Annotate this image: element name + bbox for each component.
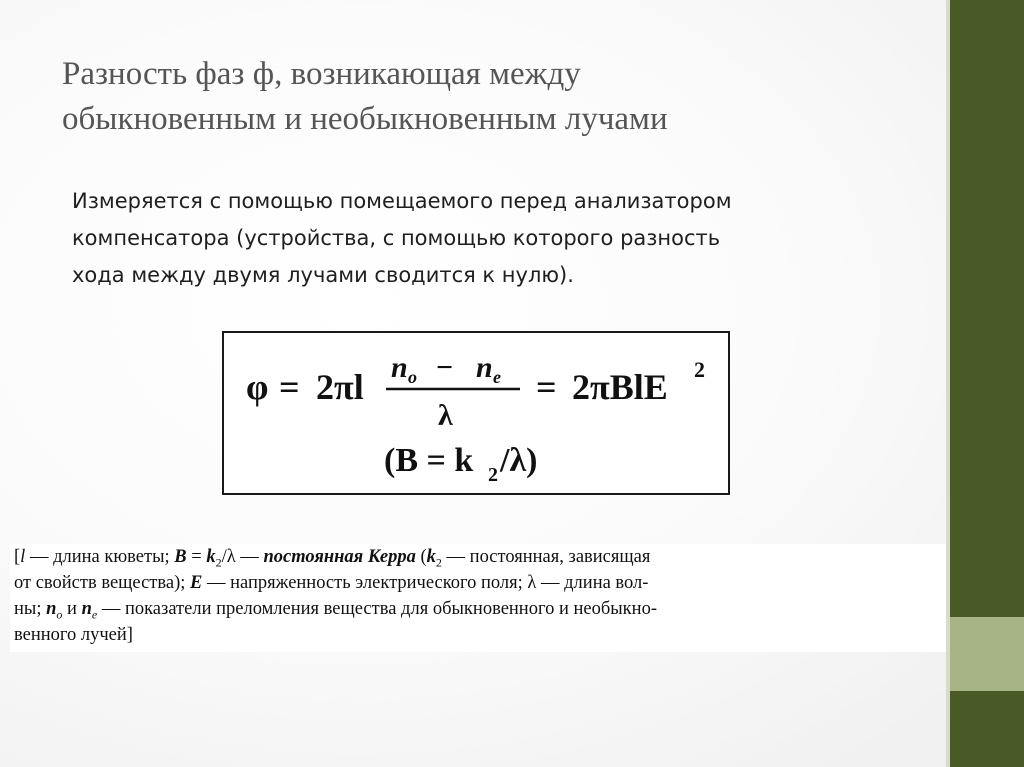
slide-title-line-1: Разность фаз ф, возникающая между (62, 56, 581, 92)
formula-sub-o: o (408, 367, 417, 387)
formula-b-open: (B = k (384, 442, 474, 479)
slide-body (72, 183, 932, 294)
formula-b-sub: 2 (488, 464, 498, 486)
notes-line-2: от свойств вещества); E — напряженность электрического поля; λ — длина вол- (14, 573, 649, 593)
formula-equals-1: = (279, 367, 300, 407)
slide-title-line-2: обыкновенным и необыкновенным лучами (62, 101, 668, 137)
slide-title (62, 52, 932, 142)
sidebar-accent-block (950, 617, 1024, 691)
formula-power: 2 (694, 357, 705, 382)
formula-sub-e: e (493, 367, 501, 387)
notes-line-1: [l — длина кюветы; $B = k_2/\lambda$ — постоянная Керра ($k_2$ — постоянная, зависящая (14, 547, 651, 570)
formula-phi: φ (246, 367, 269, 407)
formula-minus: − (436, 351, 454, 384)
formula-lambda: λ (438, 399, 453, 432)
formula-n-e: n (476, 351, 493, 384)
notes-line-3: ны; $n_o$ и $n_e$ — показатели преломления вещества для обыкновенного и необыкно- (14, 599, 657, 622)
body-line-3: хода между двумя лучами сводится к нулю). (72, 263, 574, 287)
formula-b-close: /λ) (500, 442, 538, 479)
formula-box (222, 331, 730, 495)
formula-n-o: n (391, 351, 408, 384)
kerr-constant-term: постоянная Керра (263, 547, 416, 567)
notes-block (10, 544, 946, 652)
body-line-1: Измеряется с помощью помещаемого перед анализатором (72, 189, 732, 213)
body-line-2: компенсатора (устройства, с помощью которого разность (72, 226, 721, 250)
formula-equals-2: = (536, 367, 557, 407)
formula-svg (224, 333, 728, 493)
formula-two-pi-l: 2πl (316, 367, 364, 407)
notes-line-4: венного лучей] (14, 625, 133, 645)
formula-rhs: 2πBlE (572, 367, 668, 407)
